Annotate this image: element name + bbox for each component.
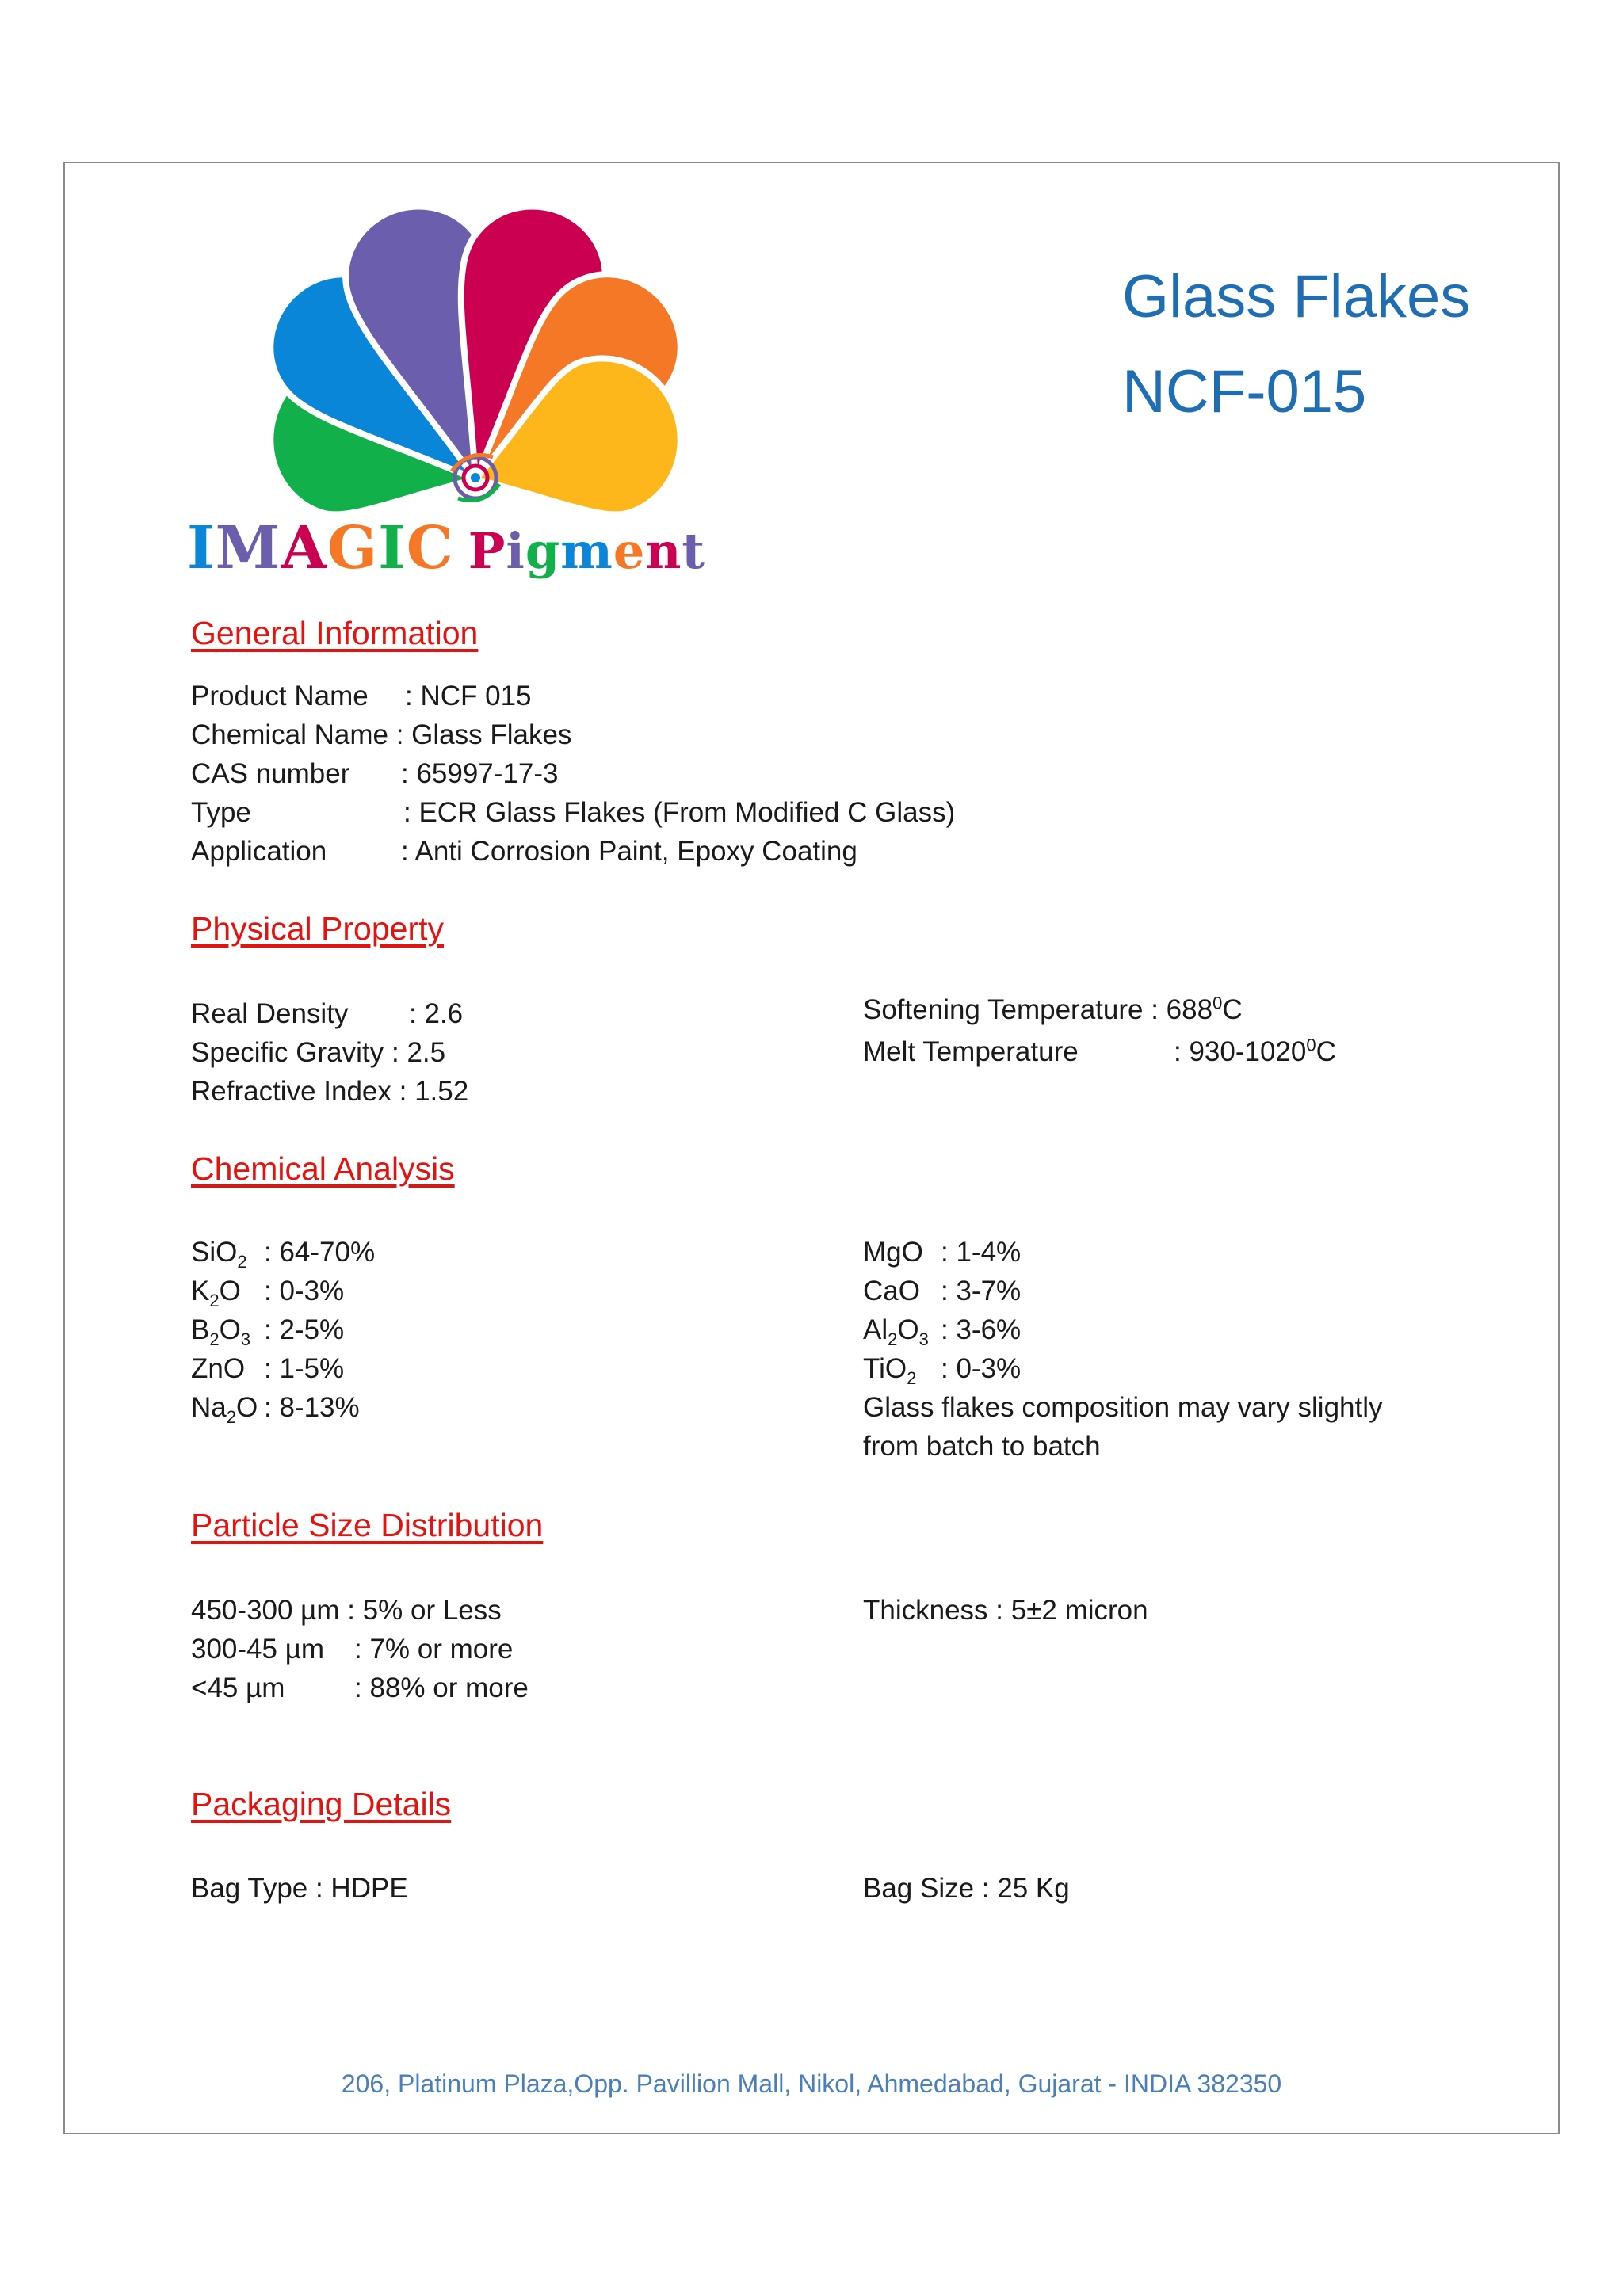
- row-label: Product Name: [191, 681, 369, 711]
- list-item: [863, 1310, 1021, 1349]
- row-value: : 65997-17-3: [401, 758, 559, 789]
- logo-wordmark: [187, 514, 754, 582]
- logo-letter: G: [327, 514, 379, 582]
- bag-type: Bag Type : HDPE: [191, 1873, 408, 1904]
- chemical-formula: TiO$_2$: [863, 1353, 917, 1388]
- chemical-formula: ZnO: [191, 1353, 246, 1384]
- list-item: [191, 715, 955, 754]
- row-value: : 688: [1151, 994, 1213, 1025]
- logo-letter: I: [187, 514, 216, 582]
- particle-size-list: [191, 1591, 529, 1707]
- logo-letter: t: [682, 522, 706, 580]
- logo-letter: A: [281, 514, 327, 582]
- list-item: [191, 677, 955, 715]
- chemical-formula: $Na_2O$: [191, 1392, 258, 1427]
- chemical-formula: $K_2O$: [191, 1276, 241, 1310]
- list-item: [191, 1630, 529, 1669]
- degree-superscript: 0: [1306, 1035, 1316, 1055]
- row-value: : NCF 015: [405, 681, 532, 711]
- row-label: CAS number: [191, 758, 350, 789]
- row-value: : 7% or more: [354, 1634, 514, 1665]
- logo-letter: P: [468, 522, 506, 580]
- list-item: [191, 1033, 468, 1072]
- list-item: [191, 1349, 375, 1388]
- row-label: <45 µm: [191, 1672, 285, 1703]
- row-label: 450-300 µm: [191, 1595, 340, 1626]
- heading-particle-size-distribution: Particle Size Distribution: [191, 1507, 544, 1543]
- logo-letter: i: [506, 522, 525, 580]
- heading-packaging-details: Packaging Details: [191, 1786, 452, 1822]
- row-value: : Glass Flakes: [395, 719, 572, 750]
- row-value: : 8-13%: [264, 1392, 360, 1423]
- chemical-formula: SiO$_2$: [191, 1237, 247, 1272]
- heading-chemical-analysis: Chemical Analysis: [191, 1150, 455, 1187]
- unit: C: [1222, 994, 1243, 1025]
- logo-letter: C: [406, 514, 454, 582]
- row-value: : 2.6: [409, 998, 464, 1029]
- row-label: Specific Gravity: [191, 1037, 384, 1068]
- company-address: 206, Platinum Plaza,Opp. Pavillion Mall, Nikol, Ahmedabad, Gujarat - INDIA 382350: [341, 2069, 1282, 2098]
- list-item: [191, 1591, 529, 1630]
- logo-word-pigment: [468, 522, 705, 580]
- row-label: Refractive Index: [191, 1076, 391, 1107]
- row-value: : 1.52: [399, 1076, 469, 1107]
- degree-superscript: 0: [1212, 993, 1223, 1013]
- physical-left-list: [191, 994, 468, 1111]
- physical-right-list: [863, 990, 1336, 1071]
- chemical-note: [863, 1388, 1383, 1466]
- row-value: : 3-6%: [941, 1314, 1022, 1345]
- general-info-list: [191, 677, 955, 871]
- row-value: : Anti Corrosion Paint, Epoxy Coating: [401, 836, 857, 867]
- chemical-right-list: [863, 1233, 1021, 1388]
- chemical-formula: MgO: [863, 1237, 923, 1268]
- title-line-1: Glass Flakes: [1122, 263, 1471, 330]
- heading-physical-property: Physical Property: [191, 910, 445, 947]
- row-value: : 64-70%: [264, 1237, 376, 1268]
- note-line-2: from batch to batch: [863, 1431, 1101, 1462]
- list-item: [863, 1272, 1021, 1310]
- list-item: [863, 1349, 1021, 1388]
- row-label: 300-45 µm: [191, 1634, 325, 1665]
- row-value: : 930-1020: [1174, 1036, 1307, 1067]
- list-item: [191, 1669, 529, 1707]
- row-value: : 2.5: [391, 1037, 446, 1068]
- logo-letter: I: [378, 514, 407, 582]
- row-label: Softening Temperature: [863, 994, 1144, 1025]
- list-item: [191, 1272, 375, 1310]
- row-label: Real Density: [191, 998, 349, 1029]
- peacock-petals-icon: [187, 186, 754, 519]
- list-item: [191, 1233, 375, 1272]
- row-value: : 1-4%: [941, 1237, 1022, 1268]
- list-item: [191, 994, 468, 1033]
- list-item: [191, 832, 955, 871]
- note-line-1: Glass flakes composition may vary slightly: [863, 1392, 1383, 1423]
- list-item: [863, 1233, 1021, 1272]
- logo-letter: M: [215, 514, 281, 582]
- bag-size: Bag Size : 25 Kg: [863, 1873, 1070, 1904]
- logo-word-imagic: [187, 514, 454, 582]
- row-value: : ECR Glass Flakes (From Modified C Glass): [403, 797, 956, 828]
- chemical-left-list: [191, 1233, 375, 1427]
- list-item: [191, 1388, 375, 1427]
- unit: C: [1316, 1036, 1336, 1067]
- chemical-formula: CaO: [863, 1276, 920, 1306]
- list-item: [191, 1310, 375, 1349]
- row-value: : 3-7%: [941, 1276, 1022, 1306]
- logo-letter: n: [645, 522, 682, 580]
- row-value: : 5% or Less: [347, 1595, 502, 1626]
- row-value: : 2-5%: [264, 1314, 345, 1345]
- imagic-pigment-logo: [187, 186, 754, 586]
- row-label: Melt Temperature: [863, 1036, 1079, 1067]
- row-value: : 88% or more: [354, 1672, 529, 1703]
- row-label: Chemical Name: [191, 719, 388, 750]
- list-item: [863, 990, 1336, 1029]
- row-label: Application: [191, 836, 327, 867]
- title-line-2: NCF-015: [1122, 358, 1367, 425]
- chemical-formula: $B_2O_3$: [191, 1314, 251, 1349]
- product-title: [1122, 250, 1470, 440]
- logo-letter: e: [613, 522, 646, 580]
- row-value: : 0-3%: [264, 1276, 345, 1306]
- logo-letter: m: [560, 522, 613, 580]
- list-item: [191, 754, 955, 793]
- row-value: : 1-5%: [264, 1353, 345, 1384]
- chemical-formula: $Al_2O_3$: [863, 1314, 929, 1349]
- list-item: [191, 1072, 468, 1111]
- list-item: [191, 793, 955, 832]
- heading-general-information: General Information: [191, 615, 479, 651]
- row-value: : 0-3%: [941, 1353, 1022, 1384]
- list-item: [863, 1032, 1336, 1071]
- row-label: Type: [191, 797, 251, 828]
- logo-letter: g: [525, 522, 561, 580]
- thickness-value: Thickness : 5±2 micron: [863, 1595, 1148, 1626]
